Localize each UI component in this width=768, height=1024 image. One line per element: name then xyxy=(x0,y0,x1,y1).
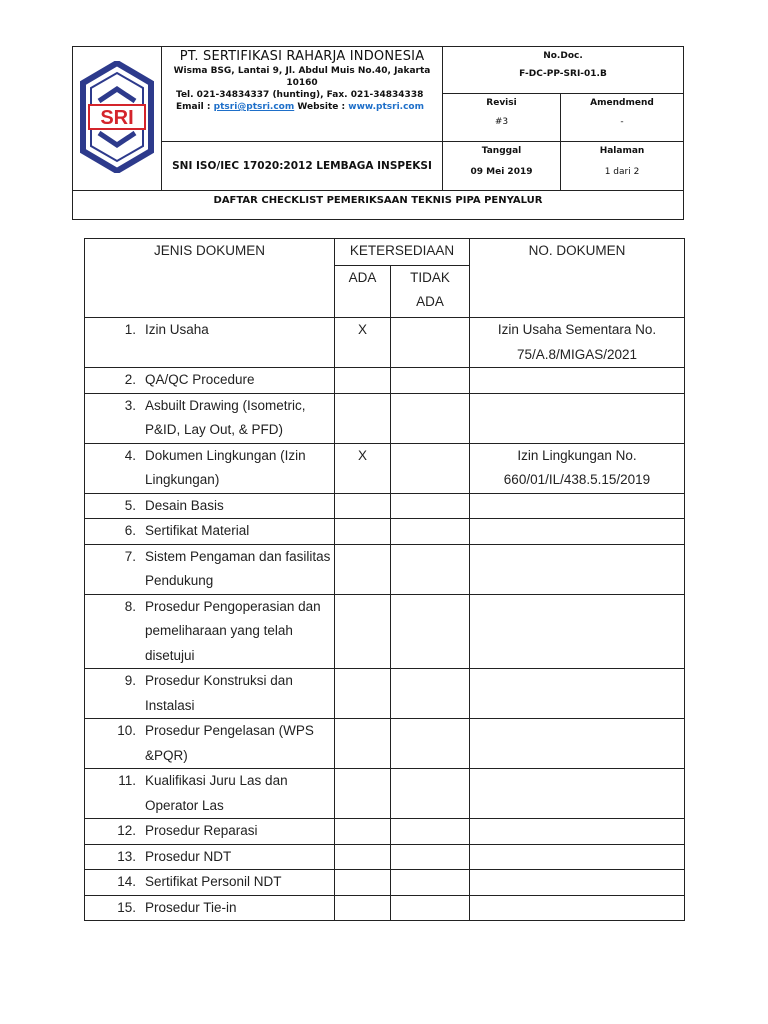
no-dokumen-cell xyxy=(470,719,685,769)
jenis-dokumen-cell xyxy=(85,719,335,769)
table-row xyxy=(85,669,685,719)
tidak-ada-cell[interactable] xyxy=(391,769,470,819)
no-dokumen-cell xyxy=(470,544,685,594)
tidak-ada-cell[interactable] xyxy=(391,368,470,394)
ada-cell[interactable] xyxy=(335,819,391,845)
standard-label: SNI ISO/IEC 17020:2012 LEMBAGA INSPEKSI xyxy=(162,142,443,190)
company-info xyxy=(162,47,443,142)
item-number: 4. xyxy=(124,447,136,463)
document-number-line: Izin Lingkungan No. xyxy=(517,447,637,463)
tidak-ada-cell[interactable] xyxy=(391,544,470,594)
company-logo xyxy=(79,61,155,173)
company-contact xyxy=(162,101,442,113)
no-dokumen-cell xyxy=(470,393,685,443)
item-name-line: Prosedur Reparasi xyxy=(145,823,258,838)
company-phone: Tel. 021-34834337 (hunting), Fax. 021-34834338 xyxy=(176,90,424,100)
jenis-dokumen-cell xyxy=(85,819,335,845)
ada-cell[interactable] xyxy=(335,769,391,819)
item-name-line: Izin Usaha xyxy=(145,322,209,337)
jenis-dokumen-cell xyxy=(85,870,335,896)
document-number-line: Izin Usaha Sementara No. xyxy=(497,322,657,337)
tanggal-cell xyxy=(443,142,561,190)
item-name-line: Prosedur Pengelasan (WPS xyxy=(145,723,314,738)
no-dokumen-cell xyxy=(470,669,685,719)
revisi-cell xyxy=(443,94,561,142)
no-dokumen-cell xyxy=(470,318,685,368)
ada-cell[interactable] xyxy=(335,870,391,896)
checklist-body xyxy=(85,318,685,921)
item-number: 11. xyxy=(118,773,136,788)
item-name-line: Desain Basis xyxy=(145,497,224,513)
item-name xyxy=(136,896,334,921)
item-name-line: Prosedur Konstruksi dan xyxy=(145,673,293,688)
document-title: DAFTAR CHECKLIST PEMERIKSAAN TEKNIS PIPA PENYALUR xyxy=(73,190,683,220)
no-dokumen-cell xyxy=(470,769,685,819)
item-name xyxy=(136,494,334,519)
no-dokumen-cell xyxy=(470,870,685,896)
item-name-line: Pendukung xyxy=(145,573,214,588)
website-link[interactable]: www.ptsri.com xyxy=(348,102,424,112)
item-name-line: pemeliharaan yang telah xyxy=(145,623,293,638)
no-dokumen-cell xyxy=(470,368,685,394)
item-number: 15. xyxy=(117,899,136,915)
item-name xyxy=(136,519,334,544)
item-number: 13. xyxy=(117,848,136,864)
tidak-ada-cell[interactable] xyxy=(391,819,470,845)
ada-cell[interactable] xyxy=(335,493,391,519)
col-header-jenis: JENIS DOKUMEN xyxy=(85,239,335,318)
jenis-dokumen-cell xyxy=(85,519,335,545)
halaman-value: 1 dari 2 xyxy=(604,167,640,177)
ada-cell[interactable] xyxy=(335,895,391,921)
company-address: Wisma BSG, Lantai 9, Jl. Abdul Muis No.40, Jakarta 10160 xyxy=(173,66,431,88)
jenis-dokumen-cell xyxy=(85,493,335,519)
jenis-dokumen-cell xyxy=(85,769,335,819)
jenis-dokumen-cell xyxy=(85,544,335,594)
document-number-line: 660/01/IL/438.5.15/2019 xyxy=(503,472,651,487)
item-number: 7. xyxy=(124,548,136,564)
amendmend-value: - xyxy=(620,117,624,127)
halaman-label: Halaman xyxy=(599,146,645,156)
ada-cell[interactable] xyxy=(335,544,391,594)
ada-cell[interactable] xyxy=(335,719,391,769)
tidak-ada-cell[interactable] xyxy=(391,895,470,921)
ada-cell[interactable] xyxy=(335,669,391,719)
tidak-ada-cell[interactable] xyxy=(391,844,470,870)
ada-cell[interactable] xyxy=(335,844,391,870)
item-number: 12. xyxy=(117,823,136,838)
email-label: Email : xyxy=(176,102,211,112)
item-number: 6. xyxy=(124,523,136,538)
item-name-line: Sertifikat Material xyxy=(145,523,250,538)
logo-text: SRI xyxy=(100,107,134,129)
tidak-ada-cell[interactable] xyxy=(391,719,470,769)
email-link[interactable]: ptsri@ptsri.com xyxy=(213,102,295,112)
jenis-dokumen-cell xyxy=(85,443,335,493)
table-row xyxy=(85,393,685,443)
item-name xyxy=(136,444,334,493)
item-number: 8. xyxy=(124,598,136,614)
item-name xyxy=(136,545,334,594)
table-row xyxy=(85,368,685,394)
table-row xyxy=(85,895,685,921)
table-row xyxy=(85,819,685,845)
table-header-row xyxy=(85,239,685,266)
table-row xyxy=(85,443,685,493)
logo-cell xyxy=(73,47,162,190)
item-name-line: Prosedur Pengoperasian dan xyxy=(145,598,321,614)
amendmend-label: Amendmend xyxy=(590,98,654,108)
item-number: 1. xyxy=(124,322,136,337)
tidak-ada-cell[interactable] xyxy=(391,669,470,719)
item-name-line: disetujui xyxy=(145,647,195,663)
item-number: 2. xyxy=(124,372,136,387)
item-name xyxy=(136,669,334,718)
item-name-line: Kualifikasi Juru Las dan xyxy=(145,773,288,788)
no-doc-value: F-DC-PP-SRI-01.B xyxy=(519,69,607,79)
checklist-table xyxy=(84,238,685,921)
no-dokumen-cell xyxy=(470,519,685,545)
item-name-line: Operator Las xyxy=(145,797,224,813)
no-doc-cell xyxy=(443,47,683,94)
tidak-ada-cell[interactable] xyxy=(391,870,470,896)
item-name-line: P&ID, Lay Out, & PFD) xyxy=(145,422,284,437)
item-name-line: Prosedur NDT xyxy=(145,848,232,864)
item-number: 14. xyxy=(117,874,136,889)
item-name-line: Sertifikat Personil NDT xyxy=(145,874,282,889)
item-name xyxy=(136,819,334,844)
table-row xyxy=(85,318,685,368)
tidak-ada-cell[interactable] xyxy=(391,519,470,545)
col-header-tidak-ada xyxy=(391,265,470,317)
item-name xyxy=(136,870,334,895)
item-number: 3. xyxy=(124,397,136,413)
no-dokumen-cell xyxy=(470,895,685,921)
no-dokumen-cell xyxy=(470,594,685,669)
jenis-dokumen-cell xyxy=(85,318,335,368)
jenis-dokumen-cell xyxy=(85,594,335,669)
col-header-ketersediaan: KETERSEDIAAN xyxy=(335,239,470,266)
tidak-ada-cell[interactable] xyxy=(391,393,470,443)
no-doc-label: No.Doc. xyxy=(543,51,583,61)
halaman-cell xyxy=(561,142,683,190)
item-name-line: Lingkungan) xyxy=(145,472,220,487)
col-header-tidak-line1: TIDAK xyxy=(410,269,450,285)
item-name xyxy=(136,769,334,818)
tidak-ada-cell[interactable] xyxy=(391,318,470,368)
document-number-line: 75/A.8/MIGAS/2021 xyxy=(516,346,638,362)
item-name-line: Instalasi xyxy=(145,697,195,713)
no-dokumen-cell xyxy=(470,493,685,519)
item-name-line: &PQR) xyxy=(145,747,188,763)
item-name xyxy=(136,318,334,343)
amendmend-cell xyxy=(561,94,683,142)
website-label: Website : xyxy=(297,102,346,112)
tidak-ada-cell[interactable] xyxy=(391,594,470,669)
jenis-dokumen-cell xyxy=(85,895,335,921)
table-row xyxy=(85,519,685,545)
table-row xyxy=(85,719,685,769)
document-header xyxy=(72,46,684,220)
ada-cell[interactable] xyxy=(335,594,391,669)
table-row xyxy=(85,769,685,819)
jenis-dokumen-cell xyxy=(85,844,335,870)
item-name-line: Asbuilt Drawing (Isometric, xyxy=(145,397,306,413)
jenis-dokumen-cell xyxy=(85,368,335,394)
table-row xyxy=(85,870,685,896)
ada-cell[interactable] xyxy=(335,519,391,545)
jenis-dokumen-cell xyxy=(85,393,335,443)
col-header-no-dokumen: NO. DOKUMEN xyxy=(470,239,685,318)
ada-cell[interactable] xyxy=(335,368,391,394)
tanggal-value: 09 Mei 2019 xyxy=(470,167,533,177)
item-name xyxy=(136,595,334,669)
item-name xyxy=(136,394,334,443)
no-dokumen-cell xyxy=(470,844,685,870)
item-name-line: Dokumen Lingkungan (Izin xyxy=(145,447,306,463)
item-name-line: Sistem Pengaman dan fasilitas xyxy=(145,548,331,564)
tidak-ada-cell[interactable] xyxy=(391,493,470,519)
tidak-ada-cell[interactable] xyxy=(391,443,470,493)
no-dokumen-cell xyxy=(470,819,685,845)
col-header-tidak-line2: ADA xyxy=(416,294,444,310)
table-row xyxy=(85,493,685,519)
table-row xyxy=(85,844,685,870)
item-name xyxy=(136,719,334,768)
ada-cell[interactable]: X xyxy=(335,318,391,368)
company-name: PT. SERTIFIKASI RAHARJA INDONESIA xyxy=(179,49,425,64)
item-number: 10. xyxy=(117,723,136,738)
item-number: 9. xyxy=(124,673,136,688)
item-name-line: Prosedur Tie-in xyxy=(145,899,237,915)
no-dokumen-cell xyxy=(470,443,685,493)
ada-cell[interactable] xyxy=(335,393,391,443)
item-name-line: QA/QC Procedure xyxy=(145,372,255,387)
tanggal-label: Tanggal xyxy=(481,146,522,156)
item-number: 5. xyxy=(124,497,136,513)
item-name xyxy=(136,845,334,870)
ada-cell[interactable]: X xyxy=(335,443,391,493)
col-header-ada: ADA xyxy=(335,265,391,317)
item-name xyxy=(136,368,334,393)
jenis-dokumen-cell xyxy=(85,669,335,719)
revisi-label: Revisi xyxy=(486,98,517,108)
table-row xyxy=(85,594,685,669)
revisi-value: #3 xyxy=(494,117,509,127)
table-row xyxy=(85,544,685,594)
